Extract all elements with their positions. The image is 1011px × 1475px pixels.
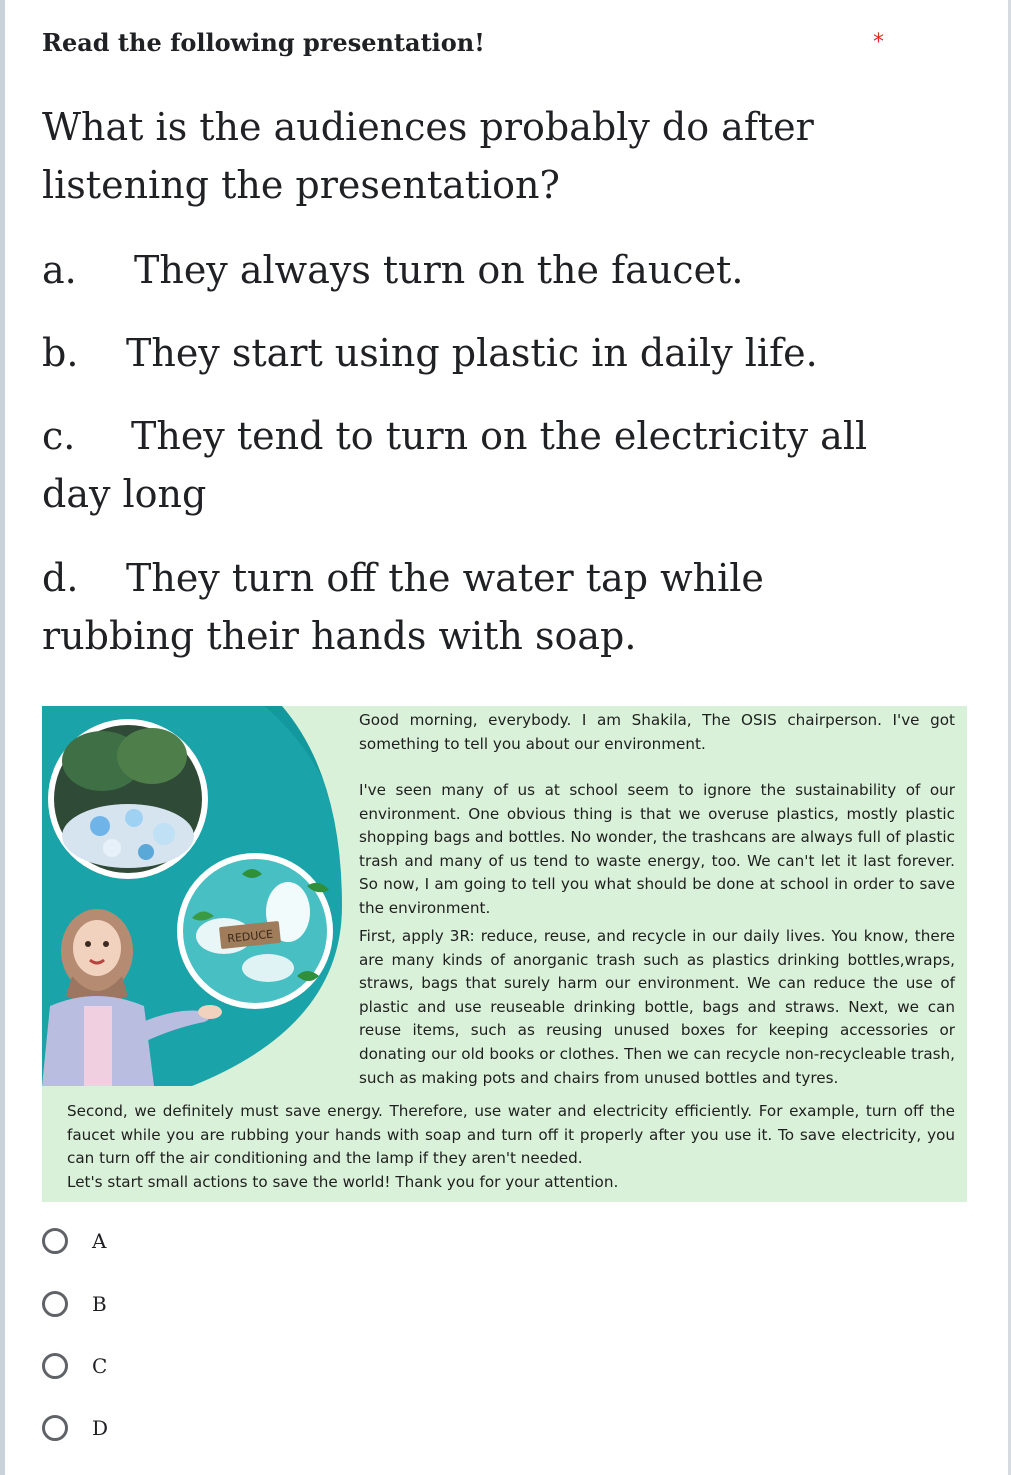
radio-button-b[interactable] [42, 1291, 68, 1317]
choice-row-a[interactable] [42, 1225, 106, 1257]
presentation-paragraph-5: Let's start small actions to save the world! Thank you for your attention. [67, 1173, 619, 1191]
bottle-cap-light [125, 809, 143, 827]
option-letter-c: c. [42, 414, 76, 458]
option-text-a-body: They always turn on the faucet. [134, 248, 744, 292]
choice-row-d[interactable] [42, 1412, 108, 1444]
radio-button-a[interactable] [42, 1228, 68, 1254]
option-letter-a: a. [42, 248, 77, 292]
hand-shape [198, 1005, 222, 1019]
bottle-cap-pale [153, 823, 175, 845]
choice-label-d[interactable]: D [92, 1416, 109, 1440]
bottle-cap-blue-2 [138, 844, 154, 860]
bottle-cap-blue [90, 816, 110, 836]
option-text-b [42, 324, 902, 382]
choice-label-a[interactable]: A [92, 1229, 107, 1253]
radio-button-c[interactable] [42, 1353, 68, 1379]
option-text-a [42, 241, 902, 299]
face-shape [73, 920, 121, 976]
presentation-image [42, 706, 967, 1202]
choice-label-b[interactable]: B [92, 1292, 107, 1316]
option-letter-b: b. [42, 331, 79, 375]
question-title: Read the following presentation! [42, 28, 485, 57]
required-asterisk: * [873, 30, 884, 55]
option-text-b-body: They start using plastic in daily life. [126, 331, 818, 375]
choice-label-c[interactable]: C [92, 1354, 108, 1378]
card-left-border [0, 0, 5, 1475]
option-letter-d: d. [42, 556, 79, 600]
presentation-paragraph-3: First, apply 3R: reduce, reuse, and recycle in our daily lives. You know, there are many kinds of anorganic trash such as plastics drinking bottles,wraps, straws, bags that surely harm our environment. We can reduce the use of plastic and use reuseable drinking bottle, bags and straws. Next, we can reuse items, such as reusing unused boxes for keeping accessories or donating our old books or clothes. Then we can recycle non-recycleable trash, such as making pots and chairs from unused bottles and tyres. [359, 927, 955, 1087]
bottle-white [103, 839, 121, 857]
reduce-sign-text: REDUCE [226, 927, 274, 946]
presentation-paragraph-4: Second, we definitely must save energy. Therefore, use water and electricity efficiently. For example, turn off the faucet while you are rubbing your hands with soap and turn off it properly after you use it. To save electricity, you can turn off the air conditioning and the lamp if they aren't needed. [67, 1102, 955, 1168]
plastic-wrap-shape [242, 954, 294, 982]
trees-shape-2 [117, 728, 187, 784]
option-text-c [42, 407, 902, 523]
presentation-paragraph-2: I've seen many of us at school seem to ignore the sustainability of our environment. One obvious thing is that we overuse plastics, mostly plastic shopping bags and bottles. No wonder, the trashcans are always full of plastic trash and many of us tend to waste energy, too. We can't let it last forever. So now, I am going to tell you what should be done at school in order to save the environment. [359, 781, 955, 917]
illustration [42, 706, 382, 1086]
option-text-d-body: They turn off the water tap while rubbing their hands with soap. [42, 556, 764, 658]
option-text-d [42, 549, 902, 665]
presentation-paragraph-1: Good morning, everybody. I am Shakila, The OSIS chairperson. I've got something to tell you about our environment. [359, 711, 955, 753]
eye-left [85, 941, 91, 947]
inner-shirt-shape [84, 1006, 112, 1086]
choice-row-c[interactable] [42, 1350, 107, 1382]
question-prompt: What is the audiences probably do after listening the presentation? [42, 105, 814, 207]
option-text-c-body: They tend to turn on the electricity all day long [42, 414, 868, 516]
eye-right [103, 941, 109, 947]
choice-row-b[interactable] [42, 1288, 107, 1320]
radio-button-d[interactable] [42, 1415, 68, 1441]
